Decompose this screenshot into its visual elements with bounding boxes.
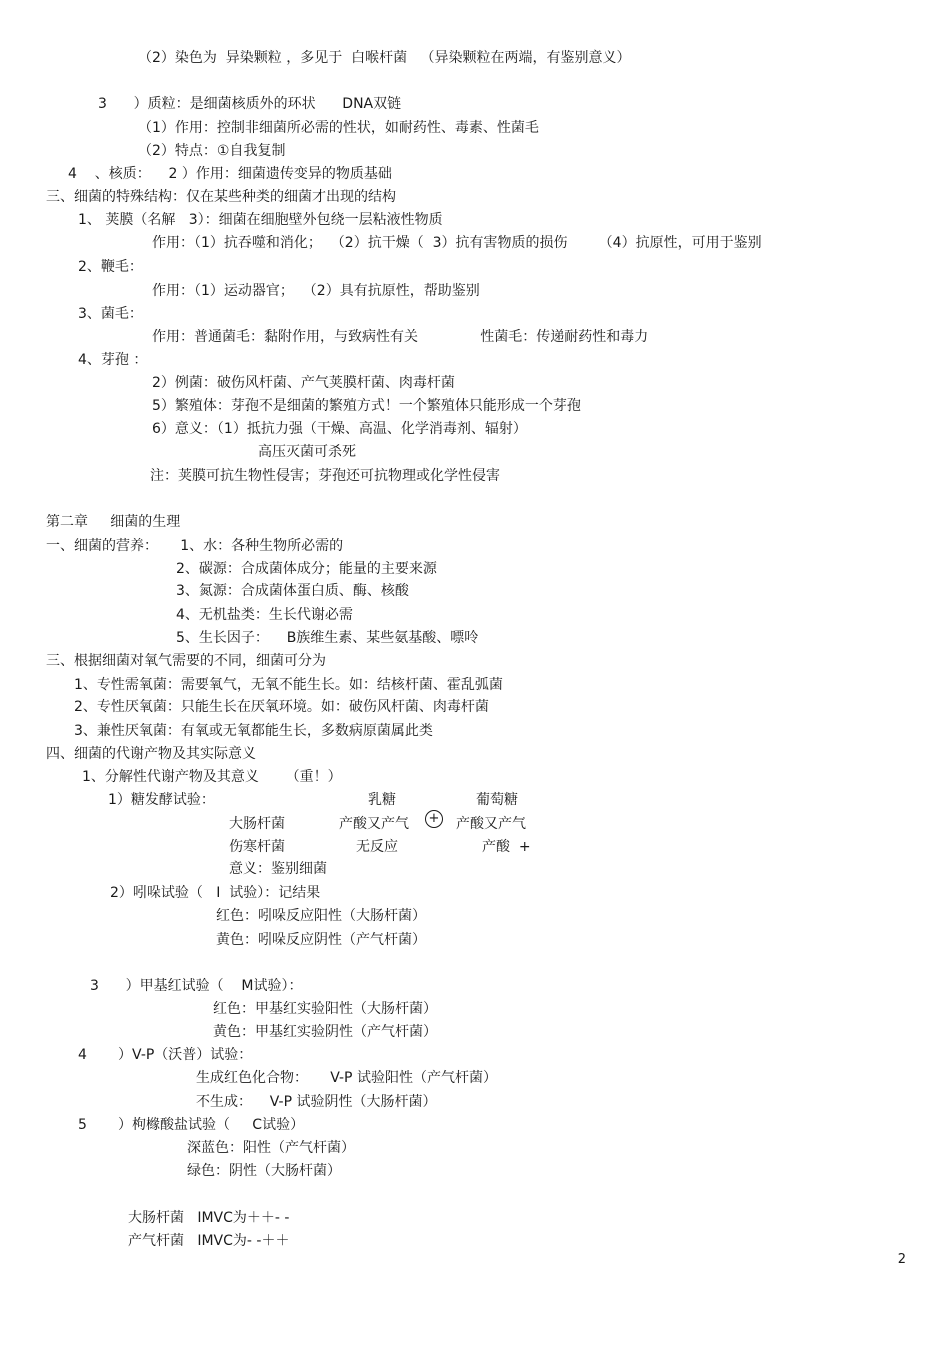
text-line: 1）糖发酵试验：	[108, 792, 215, 808]
text-line: 2、专性厌氧菌：只能生长在厌氧环境。如：破伤风杆菌、肉毒杆菌	[74, 699, 489, 715]
text-line: 生成红色化合物： V-P 试验阳性（产气杆菌）	[196, 1070, 497, 1086]
chapter-heading: 第二章 细菌的生理	[46, 514, 181, 530]
section-heading: 三、细菌的特殊结构：仅在某些种类的细菌才出现的结构	[46, 189, 396, 205]
text-line: 6）意义：（1）抵抗力强（干燥、高温、化学消毒剂、辐射）	[152, 421, 527, 437]
text-line: 1、分解性代谢产物及其意义 （重！）	[82, 769, 342, 785]
text-line: 大肠杆菌 IMVC为＋＋- -	[128, 1210, 290, 1226]
text-line: 绿色：阴性（大肠杆菌）	[187, 1163, 341, 1179]
section-heading: 四、细菌的代谢产物及其实际意义	[46, 746, 256, 762]
circled-plus-icon: +	[425, 810, 443, 828]
text-line: 5 ）枸橼酸盐试验（ C试验）	[78, 1117, 305, 1133]
text-line: 黄色：吲哚反应阴性（产气杆菌）	[216, 932, 426, 948]
text-line: 高压灭菌可杀死	[258, 444, 356, 460]
text-line: 5、生长因子： B族维生素、某些氨基酸、嘌呤	[176, 630, 479, 646]
text-line: 红色：吲哚反应阳性（大肠杆菌）	[216, 908, 426, 924]
text-line: 3 ）质粒：是细菌核质外的环状 DNA双链	[98, 96, 402, 112]
text-line: 作用：（1）抗吞噬和消化； （2）抗干燥（ 3）抗有害物质的损伤 （4）抗原性，可用于鉴别	[152, 235, 762, 251]
text-line: 5）繁殖体：芽孢不是细菌的繁殖方式！一个繁殖体只能形成一个芽孢	[152, 398, 581, 414]
text-line: 黄色：甲基红实验阴性（产气杆菌）	[213, 1024, 437, 1040]
text-line: （1）作用：控制非细菌所必需的性状，如耐药性、毒素、性菌毛	[138, 120, 539, 136]
text-line: 4、无机盐类：生长代谢必需	[176, 607, 353, 623]
text-line: （2）染色为 异染颗粒 ，多见于 白喉杆菌 （异染颗粒在两端，有鉴别意义）	[138, 50, 631, 66]
text-line: 4 ）V-P（沃普）试验：	[78, 1047, 253, 1063]
table-cell: 产酸又产气	[456, 816, 526, 832]
table-cell: 产酸又产气	[339, 816, 409, 832]
page-number: 2	[897, 1252, 906, 1267]
text-line: 1、 荚膜（名解 3）：细菌在细胞壁外包绕一层粘液性物质	[78, 212, 443, 228]
text-line: 红色：甲基红实验阳性（大肠杆菌）	[213, 1001, 437, 1017]
text-line: 2、碳源：合成菌体成分；能量的主要来源	[176, 561, 437, 577]
section-heading: 三、根据细菌对氧气需要的不同，细菌可分为	[46, 653, 326, 669]
text-line: 2、鞭毛：	[78, 259, 143, 275]
text-line: 3、氮源：合成菌体蛋白质、酶、核酸	[176, 583, 409, 599]
text-line: 产气杆菌 IMVC为- -＋＋	[128, 1233, 290, 1249]
text-line: 4 、核质： 2 ）作用：细菌遗传变异的物质基础	[68, 166, 392, 182]
text-line: 4、芽孢 ：	[78, 352, 148, 368]
text-line: 注：荚膜可抗生物性侵害；芽孢还可抗物理或化学性侵害	[150, 468, 500, 484]
table-header-glucose: 葡萄糖	[476, 792, 518, 808]
text-line: 作用：普通菌毛：黏附作用，与致病性有关 性菌毛：传递耐药性和毒力	[152, 329, 649, 345]
text-line: 意义：鉴别细菌	[229, 861, 327, 877]
text-line: 3、菌毛：	[78, 306, 143, 322]
text-line: 2）吲哚试验（ I 试验）：记结果	[110, 885, 321, 901]
text-line: 不生成： V-P 试验阴性（大肠杆菌）	[196, 1094, 437, 1110]
text-line: 3 ）甲基红试验（ M试验）：	[90, 978, 303, 994]
table-cell: 无反应	[356, 839, 398, 855]
text-line: 2）例菌：破伤风杆菌、产气荚膜杆菌、肉毒杆菌	[152, 375, 455, 391]
table-cell: 大肠杆菌	[229, 816, 285, 832]
table-cell: 伤寒杆菌	[229, 839, 285, 855]
text-line: 作用：（1）运动器官； （2）具有抗原性，帮助鉴别	[152, 283, 480, 299]
table-header-lactose: 乳糖	[368, 792, 396, 808]
text-line: 1、专性需氧菌：需要氧气，无氧不能生长。如：结核杆菌、霍乱弧菌	[74, 677, 503, 693]
text-line: （2）特点：①自我复制	[138, 143, 286, 159]
text-line: 3、兼性厌氧菌：有氧或无氧都能生长，多数病原菌属此类	[74, 723, 433, 739]
table-cell: 产酸 +	[482, 839, 531, 855]
text-line: 深蓝色：阳性（产气杆菌）	[187, 1140, 355, 1156]
section-heading: 一、细菌的营养： 1、水：各种生物所必需的	[46, 538, 344, 554]
